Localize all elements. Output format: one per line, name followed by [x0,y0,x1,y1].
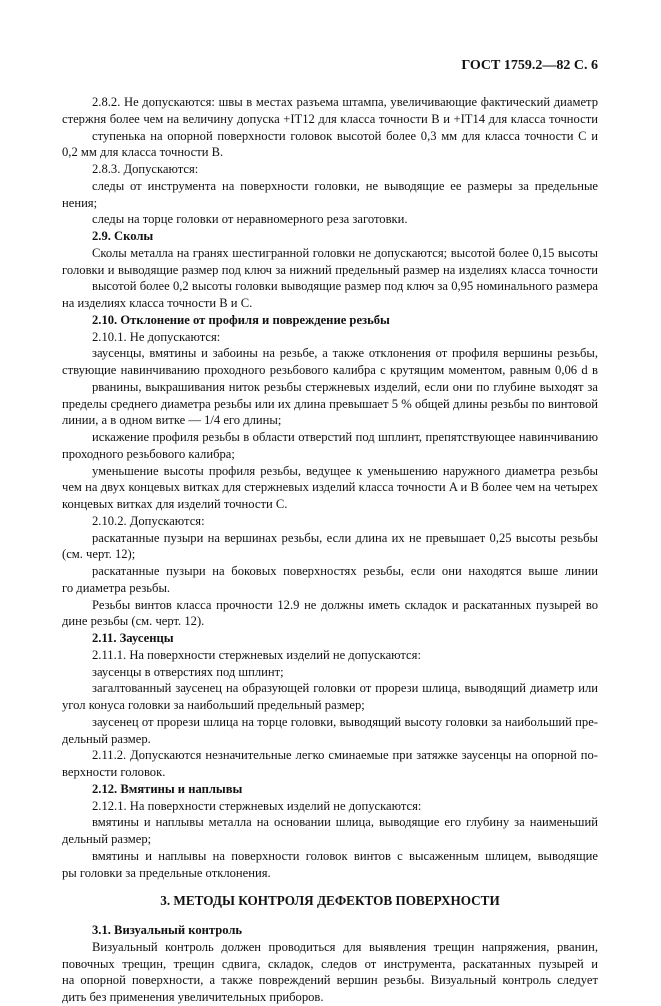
text-line: на изделиях класса точности B и C. [62,296,253,310]
text-line: заусенцы в отверстиях под шплинт; [92,664,284,679]
text-line: пределы среднего диаметра резьбы или их длина превышает 5 % общей длины резьбы по винтовой [62,396,598,411]
text-line: (см. черт. 12); [62,547,136,562]
text-line: Сколы металла на гранях шестигранной головки не допускаются; высотой более 0,15 высоты [92,245,598,260]
text-line: на опорной поверхности, а также повреждений вершин резьбы. Визуальный контроль следует [62,973,598,988]
section-heading: 3.1. Визуальный контроль [92,923,243,937]
text-line: раскатанные пузыри на вершинах резьбы, если длина их не превышает 0,25 высоты резьбы [92,530,598,545]
section-3-body [62,922,598,1006]
text-line: концевых витках для изделий точности C. [62,497,288,511]
text-line: раскатанные пузыри на боковых поверхностях резьбы, если они находятся выше линии [92,564,598,578]
section-3-title: 3. МЕТОДЫ КОНТРОЛЯ ДЕФЕКТОВ ПОВЕРХНОСТИ [160,893,500,909]
text-line: 2.8.3. Допускаются: [92,162,199,176]
text-line: 2.10.1. Не допускаются: [92,329,221,344]
section-heading: 2.12. Вмятины и наплывы [92,781,243,796]
text-line: чем на двух концевых витках для стержневых изделий класса точности A и B более чем на четырех [62,480,598,495]
text-line: дельный размер; [62,832,152,846]
text-line: дить без применения увеличительных приборов. [62,990,324,1004]
text-line: 2.8.2. Не допускаются: швы в местах разъема штампа, увеличивающие фактический диаметр [92,95,598,109]
text-line: 2.10.2. Допускаются: [92,513,205,528]
text-line: высотой более 0,2 высоты головки выводящие размер под ключ за 0,95 номинального размера [92,279,598,294]
text-line: заусенцы, вмятины и забоины на резьбе, а также отклонения от профиля вершины резьбы, [92,346,598,361]
text-line: ры головки за предельные отклонения. [62,865,271,880]
text-line: головки и выводящие размер под ключ за нижний предельный размер на изделиях класса точности [62,262,598,277]
text-line: 0,2 мм для класса точности B. [62,145,224,160]
section-heading: 2.9. Сколы [92,229,154,243]
text-line: стержня более чем на величину допуска +IT12 для класса точности B и +IT14 для класса точности [62,111,598,126]
spacer [62,910,598,922]
document-body [62,94,598,1006]
text-line: 2.12.1. На поверхности стержневых изделий не допускаются: [92,798,422,813]
section-heading: 2.10. Отклонение от профиля и повреждение резьбы [92,312,390,327]
text-line: 2.11.2. Допускаются незначительные легко сминаемые при затяжке заусенцы на опорной по- [92,748,598,763]
text-line: го диаметра резьбы. [62,580,171,595]
text-line: вмятины и наплывы металла на основании шлица, выводящие его глубину за наименьший [92,815,598,830]
spacer [62,881,598,893]
text-line: вмятины и наплывы на поверхности головок винтов с высаженным шлицем, выводящие [92,848,598,863]
text-line: линии, а в одном витке — 1/4 его длины; [62,413,282,428]
text-line: 2.11.1. На поверхности стержневых изделий не допускаются: [92,647,421,662]
text-line: искажение профиля резьбы в области отверстий под шплинт, препятствующее навинчиванию [92,430,598,444]
section-2-body [62,94,598,881]
text-line: дельный размер. [62,731,151,746]
text-line: заусенец от прорези шлица на торце головки, выводящий высоту головки за наибольший пре- [92,714,598,729]
text-line: загалтованный заусенец на образующей головки от прорези шлица, выводящий диаметр или [92,681,598,696]
text-line: рванины, выкрашивания ниток резьбы стержневых изделий, если они по глубине выходят за [92,379,598,394]
text-line: дине резьбы (см. черт. 12). [62,614,205,629]
text-line: проходного резьбового калибра; [62,446,235,461]
text-line: следы от инструмента на поверхности головки, не выводящие ее размеры за предельные [92,178,598,193]
page-header-doc-ref: ГОСТ 1759.2—82 С. 6 [461,58,598,73]
text-line: уменьшение высоты профиля резьбы, ведущее к уменьшению наружного диаметра резьбы [92,463,598,478]
text-line: следы на торце головки от неравномерного реза заготовки. [92,212,408,227]
text-line: нения; [62,195,98,210]
text-line: угол конуса головки за наибольший предельный размер; [62,698,365,712]
section-heading: 2.11. Заусенцы [92,631,174,645]
text-line: ступенька на опорной поверхности головок высотой более 0,3 мм для класса точности C и [92,128,598,143]
text-line: Резьбы винтов класса прочности 12.9 не должны иметь складок и раскатанных пузырей во [92,597,598,612]
text-line: Визуальный контроль должен проводиться для выявления трещин напряжения, рванин, [92,939,598,954]
text-line: ствующие навинчиванию проходного резьбового калибра с крутящим моментом, равным 0,06 d в [62,363,598,377]
text-line: верхности головок. [62,765,166,779]
text-line: повочных трещин, трещин сдвига, складок, следов от инструмента, раскатанных пузырей и [62,956,598,971]
